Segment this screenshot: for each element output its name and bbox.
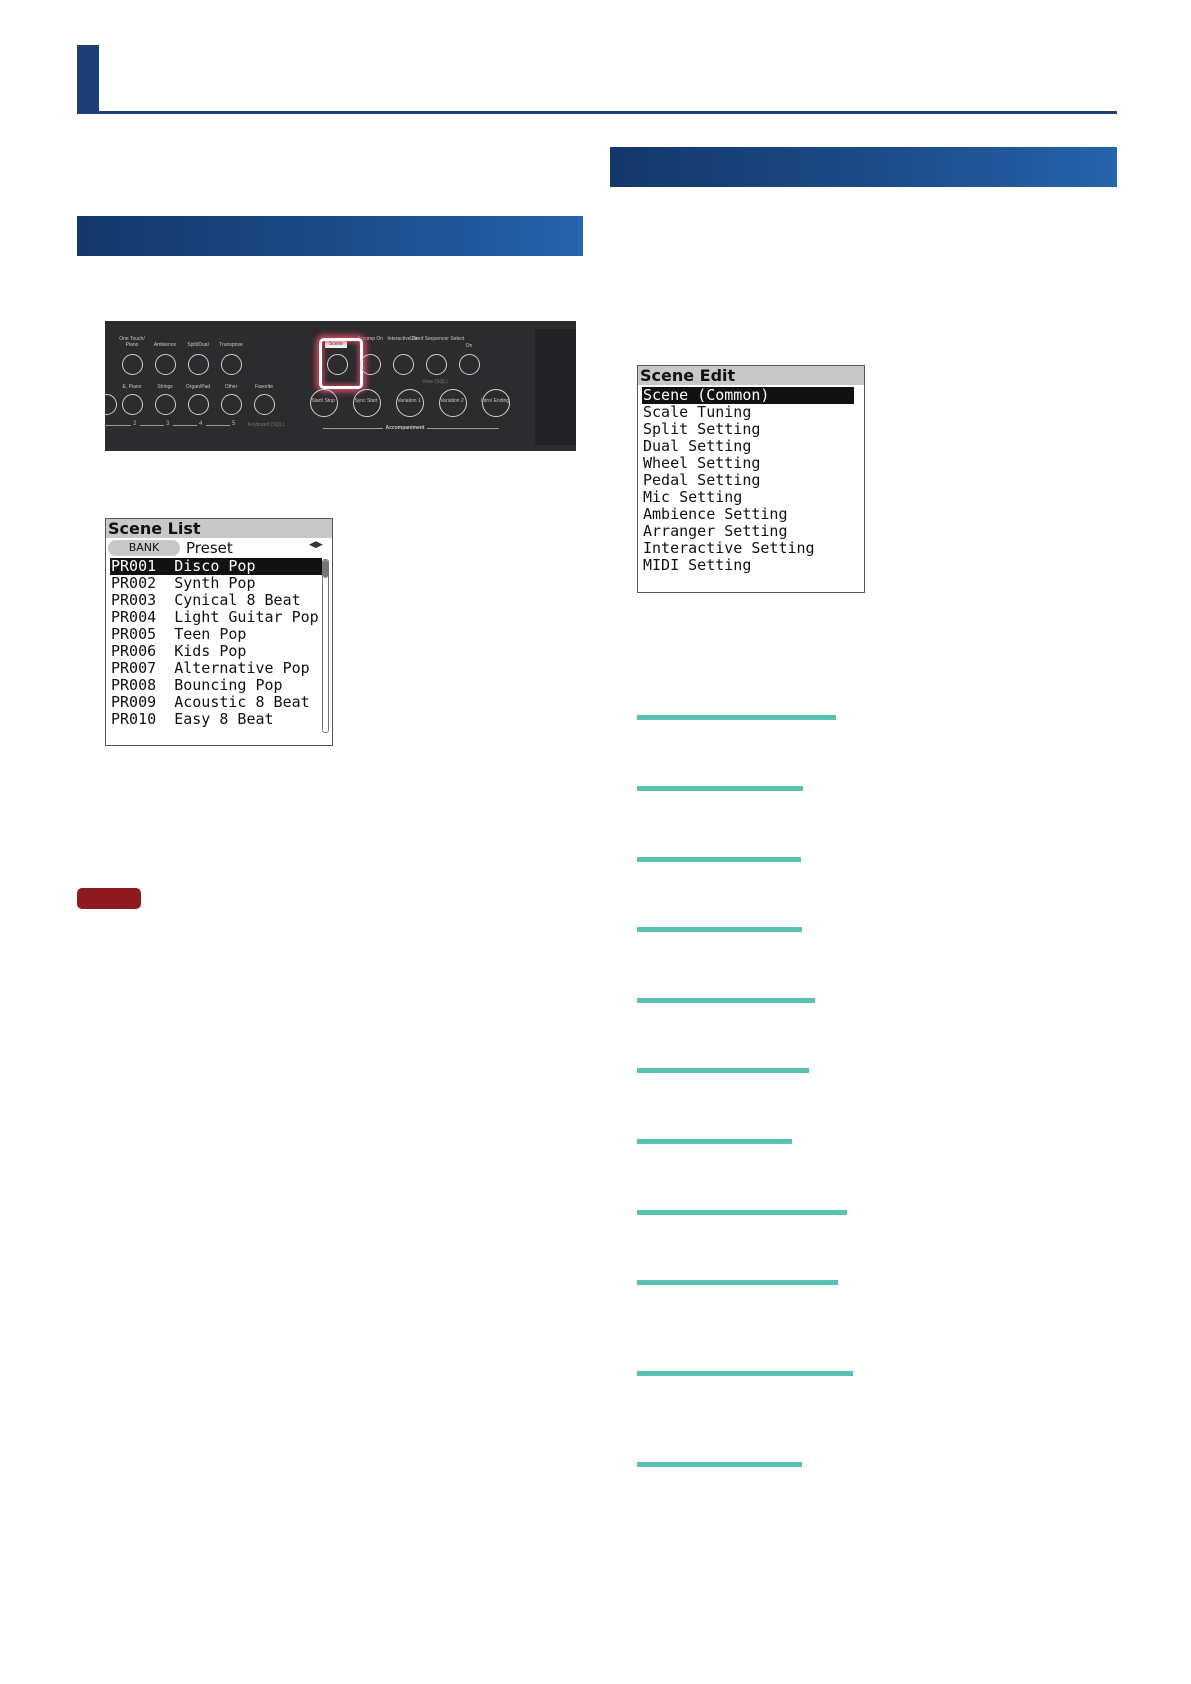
scene-edit-item[interactable]: Dual Setting [643,437,752,455]
scene-list-item[interactable]: PR005 Teen Pop [111,625,247,643]
scene-edit-item[interactable]: MIDI Setting [643,556,752,574]
panel-number-5: 5 [232,421,236,427]
split-dual-button[interactable] [188,354,209,375]
organ-pad-button[interactable] [188,394,209,415]
bank-value: Preset [186,539,233,557]
scene-list-scroll-thumb [323,560,328,578]
chord-sequencer-on-button[interactable] [459,354,480,375]
link-rule [637,1139,792,1144]
link-rule [637,1210,847,1215]
scene-list-item[interactable]: PR006 Kids Pop [111,642,247,660]
panel-label-variation-2: Variation 2 [440,398,464,404]
scene-edit-item[interactable]: Arranger Setting [643,522,788,540]
bank-arrows-icon: ◀▶ [309,540,323,550]
panel-label-transpose: Transpose [219,342,243,348]
scene-list-item[interactable]: PR003 Cynical 8 Beat [111,591,301,609]
panel-label-accompaniment: Accompaniment [385,425,425,431]
link-rule [637,1371,853,1376]
link-rule [637,1280,838,1285]
other-button[interactable] [221,394,242,415]
scene-edit-rows [642,387,854,574]
panel-line [105,425,131,426]
section-bar-right [610,147,1117,187]
panel-label-sync-start: Sync Start [354,398,378,404]
panel-label-ambience: Ambience [153,342,177,348]
scene-list-title: Scene List [106,519,332,538]
link-rule [637,715,836,720]
ambience-button[interactable] [155,354,176,375]
e-piano-button[interactable] [122,394,143,415]
link-rule [637,857,801,862]
scene-edit-item[interactable]: Split Setting [643,420,761,438]
panel-number-2: 2 [133,421,137,427]
panel-line [323,428,383,429]
favorite-button[interactable] [254,394,275,415]
panel-label-on: On [465,343,473,349]
scene-edit-item[interactable]: Pedal Setting [643,471,761,489]
chapter-marker [77,45,99,113]
link-rule [637,927,802,932]
panel-label-organ-pad: Organ/Pad [185,384,211,390]
scene-list-item[interactable]: PR009 Acoustic 8 Beat [111,693,310,711]
accomp-on-button[interactable] [360,354,381,375]
scene-edit-title: Scene Edit [638,366,864,385]
panel-label-view: View (SQL) [422,379,448,385]
panel-line [206,425,230,426]
panel-label-start-stop: Start/ Stop [311,398,335,404]
chord-sequencer-select-button[interactable] [426,354,447,375]
panel-line [427,428,499,429]
scene-list-item[interactable]: PR007 Alternative Pop [111,659,310,677]
scene-list-rows [110,558,322,728]
panel-line [140,425,164,426]
scene-list-scrollbar [322,559,329,733]
panel-label-scene: Scene [328,341,344,347]
scene-button[interactable] [327,354,348,375]
note-badge [77,888,141,909]
bank-label: BANK [108,540,180,556]
scene-list-item[interactable]: PR001 Disco Pop [110,558,322,575]
panel-label-one-touch: One Touch/ Piano [119,336,145,348]
scene-edit-item[interactable]: Ambience Setting [643,505,788,523]
panel-label-intro-ending: Intro/ Ending [480,398,510,404]
panel-label-interactive-on: Interactive On [387,336,419,342]
link-rule [637,786,803,791]
piano-button[interactable] [105,394,117,415]
panel-label-e-piano: E. Piano [122,384,142,390]
interactive-on-button[interactable] [393,354,414,375]
header-rule [77,111,1117,114]
panel-label-strings: Strings [157,384,173,390]
link-rule [637,998,815,1003]
panel-label-chord-sequencer: Chord Sequencer Select [409,336,465,342]
panel-label-split-dual: Split/Dual [187,342,209,348]
scene-list-item[interactable]: PR010 Easy 8 Beat [111,710,274,728]
panel-line [173,425,197,426]
scene-edit-item[interactable]: Scale Tuning [643,403,752,421]
panel-label-variation-1: Variation 1 [397,398,421,404]
scene-edit-item[interactable]: Scene (Common) [642,387,854,404]
scene-edit-item[interactable]: Interactive Setting [643,539,815,557]
link-rule [637,1068,809,1073]
scene-list-item[interactable]: PR004 Light Guitar Pop [111,608,319,626]
panel-label-accomp-on: Accomp On [356,336,384,342]
scene-edit-item[interactable]: Wheel Setting [643,454,761,472]
scene-edit-screen [637,365,865,593]
panel-label-other: Other [224,384,238,390]
scene-list-screen [105,518,333,746]
section-bar-left [77,216,583,256]
one-touch-button[interactable] [122,354,143,375]
panel-number-3: 3 [166,421,170,427]
scene-edit-item[interactable]: Mic Setting [643,488,743,506]
panel-photo [105,321,576,451]
panel-label-favorite: Favorite [254,384,274,390]
link-rule [637,1462,802,1467]
panel-number-4: 4 [199,421,203,427]
scene-list-item[interactable]: PR008 Bouncing Pop [111,676,283,694]
panel-display [535,329,576,445]
scene-list-item[interactable]: PR002 Synth Pop [111,574,256,592]
panel-label-keyboard: Keyboard (SQL) [247,422,285,428]
transpose-button[interactable] [221,354,242,375]
strings-button[interactable] [155,394,176,415]
